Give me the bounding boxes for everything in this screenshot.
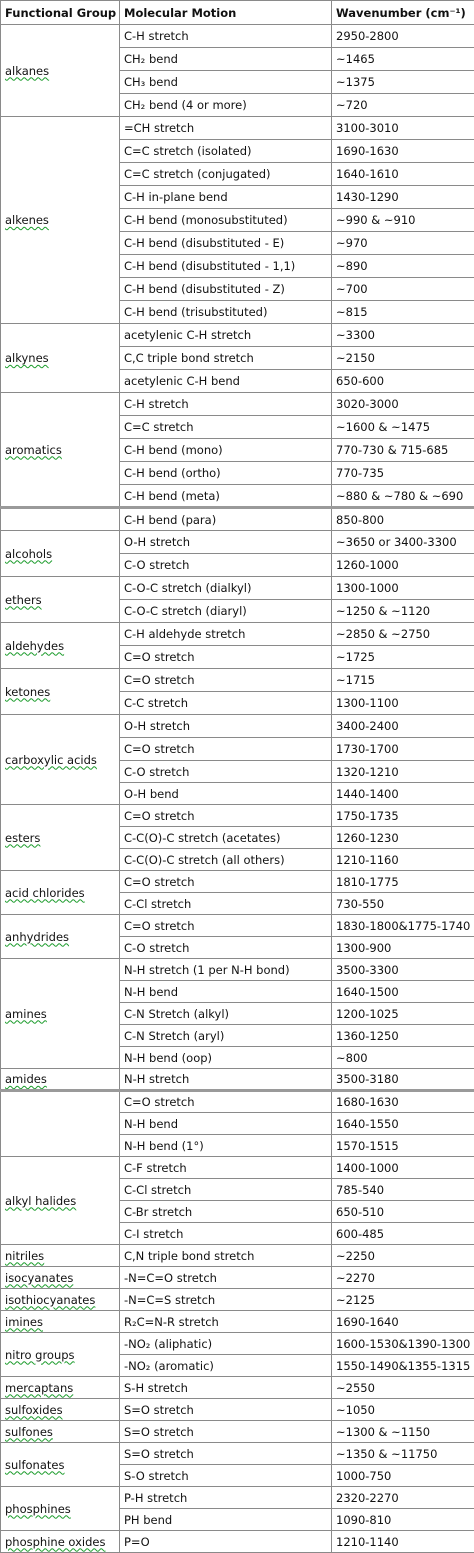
- functional-group-cell: [1, 577, 120, 623]
- wavenumber-cell: 1810-1775: [332, 871, 474, 893]
- table-row: [1, 117, 474, 140]
- wavenumber-cell: ~2125: [332, 1289, 474, 1311]
- molecular-motion-cell: C-O stretch: [120, 554, 332, 577]
- wavenumber-cell: 1300-900: [332, 937, 474, 959]
- header-row: [1, 1, 474, 25]
- molecular-motion-cell: C-Cl stretch: [120, 893, 332, 915]
- wavenumber-cell: ~815: [332, 301, 474, 324]
- molecular-motion-cell: -N=C=S stretch: [120, 1289, 332, 1311]
- functional-group-cell: [1, 1421, 120, 1443]
- table-row: [1, 1443, 474, 1465]
- functional-group-cell: [1, 1245, 120, 1267]
- functional-group-name: alkanes: [5, 64, 49, 78]
- functional-group-name: esters: [5, 831, 40, 845]
- molecular-motion-cell: C=O stretch: [120, 915, 332, 937]
- wavenumber-cell: ~990 & ~910: [332, 209, 474, 232]
- wavenumber-cell: ~1250 & ~1120: [332, 600, 474, 623]
- table-row: [1, 531, 474, 554]
- wavenumber-cell: ~700: [332, 278, 474, 301]
- molecular-motion-cell: C-O-C stretch (dialkyl): [120, 577, 332, 600]
- wavenumber-cell: ~2150: [332, 347, 474, 370]
- wavenumber-cell: 1680-1630: [332, 1091, 474, 1113]
- wavenumber-cell: 3020-3000: [332, 393, 474, 416]
- table-row: [1, 393, 474, 416]
- molecular-motion-cell: N-H stretch (1 per N-H bond): [120, 959, 332, 981]
- molecular-motion-cell: -NO₂ (aliphatic): [120, 1333, 332, 1355]
- wavenumber-cell: ~2270: [332, 1267, 474, 1289]
- molecular-motion-cell: -N=C=O stretch: [120, 1267, 332, 1289]
- molecular-motion-cell: C-H bend (disubstituted - 1,1): [120, 255, 332, 278]
- functional-group-cell: [1, 393, 120, 508]
- wavenumber-cell: 1570-1515: [332, 1135, 474, 1157]
- functional-group-name: isothiocyanates: [5, 1293, 95, 1307]
- functional-group-cell: [1, 1157, 120, 1245]
- table-body: [1, 25, 474, 1553]
- molecular-motion-cell: =CH stretch: [120, 117, 332, 140]
- molecular-motion-cell: C-H bend (para): [120, 508, 332, 531]
- molecular-motion-cell: CH₂ bend (4 or more): [120, 94, 332, 117]
- wavenumber-cell: 1400-1000: [332, 1157, 474, 1179]
- wavenumber-cell: 785-540: [332, 1179, 474, 1201]
- functional-group-name: nitriles: [5, 1249, 44, 1263]
- molecular-motion-cell: C-O stretch: [120, 937, 332, 959]
- functional-group-name: acid chlorides: [5, 886, 85, 900]
- molecular-motion-cell: C=O stretch: [120, 646, 332, 669]
- table-row: [1, 1157, 474, 1179]
- molecular-motion-cell: acetylenic C-H stretch: [120, 324, 332, 347]
- molecular-motion-cell: P-H stretch: [120, 1487, 332, 1509]
- molecular-motion-cell: C=O stretch: [120, 738, 332, 761]
- molecular-motion-cell: -NO₂ (aromatic): [120, 1355, 332, 1377]
- molecular-motion-cell: C-H bend (disubstituted - Z): [120, 278, 332, 301]
- wavenumber-cell: 1320-1210: [332, 761, 474, 783]
- wavenumber-cell: 650-510: [332, 1201, 474, 1223]
- functional-group-name: alkenes: [5, 213, 49, 227]
- functional-group-cell: [1, 1377, 120, 1399]
- table-row: [1, 1531, 474, 1553]
- molecular-motion-cell: S=O stretch: [120, 1421, 332, 1443]
- functional-group-cell: [1, 324, 120, 393]
- functional-group-cell: [1, 1531, 120, 1553]
- wavenumber-cell: 2950-2800: [332, 25, 474, 48]
- functional-group-name: alcohols: [5, 547, 52, 561]
- functional-group-cell: [1, 1399, 120, 1421]
- molecular-motion-cell: O-H bend: [120, 783, 332, 805]
- functional-group-name: alkyl halides: [5, 1194, 76, 1208]
- functional-group-name: mercaptans: [5, 1381, 73, 1395]
- functional-group-cell: [1, 871, 120, 915]
- wavenumber-cell: ~1300 & ~1150: [332, 1421, 474, 1443]
- wavenumber-cell: 850-800: [332, 508, 474, 531]
- molecular-motion-cell: C-H bend (disubstituted - E): [120, 232, 332, 255]
- functional-group-cell: [1, 1069, 120, 1091]
- functional-group-name: aromatics: [5, 443, 62, 457]
- wavenumber-cell: 1750-1735: [332, 805, 474, 827]
- header-wavenumber: Wavenumber (cm⁻¹): [332, 1, 474, 25]
- wavenumber-cell: 730-550: [332, 893, 474, 915]
- table-row: [1, 508, 474, 531]
- wavenumber-cell: ~2850 & ~2750: [332, 623, 474, 646]
- molecular-motion-cell: S=O stretch: [120, 1399, 332, 1421]
- molecular-motion-cell: C=C stretch (conjugated): [120, 163, 332, 186]
- molecular-motion-cell: N-H bend (1°): [120, 1135, 332, 1157]
- wavenumber-cell: 1260-1000: [332, 554, 474, 577]
- molecular-motion-cell: C=C stretch (isolated): [120, 140, 332, 163]
- wavenumber-cell: 1640-1610: [332, 163, 474, 186]
- functional-group-name: isocyanates: [5, 1271, 73, 1285]
- molecular-motion-cell: S-O stretch: [120, 1465, 332, 1487]
- wavenumber-cell: 1260-1230: [332, 827, 474, 849]
- functional-group-cell: [1, 915, 120, 959]
- functional-group-name: imines: [5, 1315, 43, 1329]
- wavenumber-cell: 1090-810: [332, 1509, 474, 1531]
- molecular-motion-cell: C-H in-plane bend: [120, 186, 332, 209]
- molecular-motion-cell: C-Cl stretch: [120, 1179, 332, 1201]
- wavenumber-cell: ~800: [332, 1047, 474, 1069]
- molecular-motion-cell: CH₃ bend: [120, 71, 332, 94]
- molecular-motion-cell: C-H stretch: [120, 25, 332, 48]
- functional-group-cell: [1, 1443, 120, 1487]
- molecular-motion-cell: N-H bend: [120, 981, 332, 1003]
- wavenumber-cell: 3100-3010: [332, 117, 474, 140]
- functional-group-name: phosphine oxides: [5, 1535, 105, 1549]
- wavenumber-cell: 600-485: [332, 1223, 474, 1245]
- table-row: [1, 25, 474, 48]
- molecular-motion-cell: N-H bend: [120, 1113, 332, 1135]
- molecular-motion-cell: C=O stretch: [120, 669, 332, 692]
- molecular-motion-cell: CH₂ bend: [120, 48, 332, 71]
- molecular-motion-cell: C-O-C stretch (diaryl): [120, 600, 332, 623]
- molecular-motion-cell: C=O stretch: [120, 1091, 332, 1113]
- functional-group-cell: [1, 1487, 120, 1531]
- wavenumber-cell: 1690-1640: [332, 1311, 474, 1333]
- functional-group-name: phosphines: [5, 1502, 71, 1516]
- functional-group-name: nitro groups: [5, 1348, 75, 1362]
- molecular-motion-cell: P=O: [120, 1531, 332, 1553]
- table-row: [1, 1091, 474, 1113]
- molecular-motion-cell: C-C stretch: [120, 692, 332, 715]
- functional-group-cell: [1, 508, 120, 531]
- wavenumber-cell: ~3300: [332, 324, 474, 347]
- molecular-motion-cell: C,N triple bond stretch: [120, 1245, 332, 1267]
- functional-group-cell: [1, 1267, 120, 1289]
- molecular-motion-cell: C=C stretch: [120, 416, 332, 439]
- wavenumber-cell: ~1715: [332, 669, 474, 692]
- molecular-motion-cell: S-H stretch: [120, 1377, 332, 1399]
- wavenumber-cell: 1600-1530&1390-1300: [332, 1333, 474, 1355]
- molecular-motion-cell: C-H stretch: [120, 393, 332, 416]
- table-row: [1, 915, 474, 937]
- table-row: [1, 1399, 474, 1421]
- molecular-motion-cell: C,C triple bond stretch: [120, 347, 332, 370]
- wavenumber-cell: 770-735: [332, 462, 474, 485]
- wavenumber-cell: 770-730 & 715-685: [332, 439, 474, 462]
- wavenumber-cell: ~1375: [332, 71, 474, 94]
- functional-group-cell: [1, 1333, 120, 1377]
- table-row: [1, 1267, 474, 1289]
- molecular-motion-cell: C-C(O)-C stretch (acetates): [120, 827, 332, 849]
- functional-group-cell: [1, 1289, 120, 1311]
- functional-group-name: anhydrides: [5, 930, 69, 944]
- functional-group-name: carboxylic acids: [5, 753, 97, 767]
- functional-group-cell: [1, 623, 120, 669]
- wavenumber-cell: 1690-1630: [332, 140, 474, 163]
- molecular-motion-cell: C-H aldehyde stretch: [120, 623, 332, 646]
- functional-group-name: amines: [5, 1007, 47, 1021]
- wavenumber-cell: 1640-1550: [332, 1113, 474, 1135]
- functional-group-name: amides: [5, 1072, 47, 1086]
- wavenumber-cell: ~970: [332, 232, 474, 255]
- molecular-motion-cell: O-H stretch: [120, 715, 332, 738]
- functional-group-name: alkynes: [5, 351, 49, 365]
- molecular-motion-cell: O-H stretch: [120, 531, 332, 554]
- table-row: [1, 1333, 474, 1355]
- molecular-motion-cell: C-H bend (monosubstituted): [120, 209, 332, 232]
- wavenumber-cell: ~880 & ~780 & ~690: [332, 485, 474, 508]
- table-row: [1, 324, 474, 347]
- table-row: [1, 1377, 474, 1399]
- functional-group-name: sulfones: [5, 1425, 53, 1439]
- wavenumber-cell: 2320-2270: [332, 1487, 474, 1509]
- wavenumber-cell: 1830-1800&1775-1740: [332, 915, 474, 937]
- header-functional-group: Functional Group: [1, 1, 120, 25]
- wavenumber-cell: 3500-3180: [332, 1069, 474, 1091]
- wavenumber-cell: 1000-750: [332, 1465, 474, 1487]
- wavenumber-cell: ~1350 & ~11750: [332, 1443, 474, 1465]
- wavenumber-cell: 3400-2400: [332, 715, 474, 738]
- wavenumber-cell: 1730-1700: [332, 738, 474, 761]
- table-row: [1, 715, 474, 738]
- functional-group-cell: [1, 715, 120, 805]
- molecular-motion-cell: C-N Stretch (aryl): [120, 1025, 332, 1047]
- functional-group-cell: [1, 959, 120, 1069]
- wavenumber-cell: ~1465: [332, 48, 474, 71]
- wavenumber-cell: ~2550: [332, 1377, 474, 1399]
- wavenumber-cell: 1550-1490&1355-1315: [332, 1355, 474, 1377]
- table-row: [1, 1421, 474, 1443]
- wavenumber-cell: ~720: [332, 94, 474, 117]
- table-row: [1, 1245, 474, 1267]
- molecular-motion-cell: C-C(O)-C stretch (all others): [120, 849, 332, 871]
- functional-group-cell: [1, 805, 120, 871]
- table-row: [1, 1311, 474, 1333]
- wavenumber-cell: ~1600 & ~1475: [332, 416, 474, 439]
- table-row: [1, 871, 474, 893]
- table-row: [1, 959, 474, 981]
- functional-group-name: sulfonates: [5, 1458, 64, 1472]
- wavenumber-cell: 3500-3300: [332, 959, 474, 981]
- wavenumber-cell: ~3650 or 3400-3300: [332, 531, 474, 554]
- molecular-motion-cell: C-N Stretch (alkyl): [120, 1003, 332, 1025]
- functional-group-name: aldehydes: [5, 639, 64, 653]
- wavenumber-cell: 1210-1160: [332, 849, 474, 871]
- functional-group-cell: [1, 25, 120, 117]
- wavenumber-cell: 1300-1100: [332, 692, 474, 715]
- wavenumber-cell: ~890: [332, 255, 474, 278]
- functional-group-cell: [1, 117, 120, 324]
- wavenumber-cell: ~1050: [332, 1399, 474, 1421]
- molecular-motion-cell: C-H bend (trisubstituted): [120, 301, 332, 324]
- molecular-motion-cell: C=O stretch: [120, 871, 332, 893]
- functional-group-cell: [1, 531, 120, 577]
- table-row: [1, 805, 474, 827]
- header-molecular-motion: Molecular Motion: [120, 1, 332, 25]
- molecular-motion-cell: S=O stretch: [120, 1443, 332, 1465]
- table-row: [1, 1289, 474, 1311]
- wavenumber-cell: 1210-1140: [332, 1531, 474, 1553]
- molecular-motion-cell: C-H bend (ortho): [120, 462, 332, 485]
- functional-group-cell: [1, 669, 120, 715]
- molecular-motion-cell: N-H bend (oop): [120, 1047, 332, 1069]
- table-row: [1, 623, 474, 646]
- wavenumber-cell: 1440-1400: [332, 783, 474, 805]
- wavenumber-cell: ~1725: [332, 646, 474, 669]
- functional-group-name: ethers: [5, 593, 42, 607]
- molecular-motion-cell: C-H bend (mono): [120, 439, 332, 462]
- wavenumber-cell: ~2250: [332, 1245, 474, 1267]
- table-row: [1, 1487, 474, 1509]
- table-row: [1, 669, 474, 692]
- wavenumber-cell: 1300-1000: [332, 577, 474, 600]
- molecular-motion-cell: R₂C=N-R stretch: [120, 1311, 332, 1333]
- table-row: [1, 1069, 474, 1091]
- functional-group-cell: [1, 1091, 120, 1157]
- molecular-motion-cell: N-H stretch: [120, 1069, 332, 1091]
- functional-group-name: sulfoxides: [5, 1403, 63, 1417]
- molecular-motion-cell: C-I stretch: [120, 1223, 332, 1245]
- wavenumber-cell: 650-600: [332, 370, 474, 393]
- wavenumber-cell: 1640-1500: [332, 981, 474, 1003]
- functional-group-name: ketones: [5, 685, 50, 699]
- molecular-motion-cell: PH bend: [120, 1509, 332, 1531]
- wavenumber-cell: 1430-1290: [332, 186, 474, 209]
- molecular-motion-cell: C=O stretch: [120, 805, 332, 827]
- molecular-motion-cell: C-F stretch: [120, 1157, 332, 1179]
- functional-group-cell: [1, 1311, 120, 1333]
- molecular-motion-cell: C-Br stretch: [120, 1201, 332, 1223]
- molecular-motion-cell: acetylenic C-H bend: [120, 370, 332, 393]
- molecular-motion-cell: C-H bend (meta): [120, 485, 332, 508]
- table-row: [1, 577, 474, 600]
- wavenumber-cell: 1360-1250: [332, 1025, 474, 1047]
- molecular-motion-cell: C-O stretch: [120, 761, 332, 783]
- wavenumber-cell: 1200-1025: [332, 1003, 474, 1025]
